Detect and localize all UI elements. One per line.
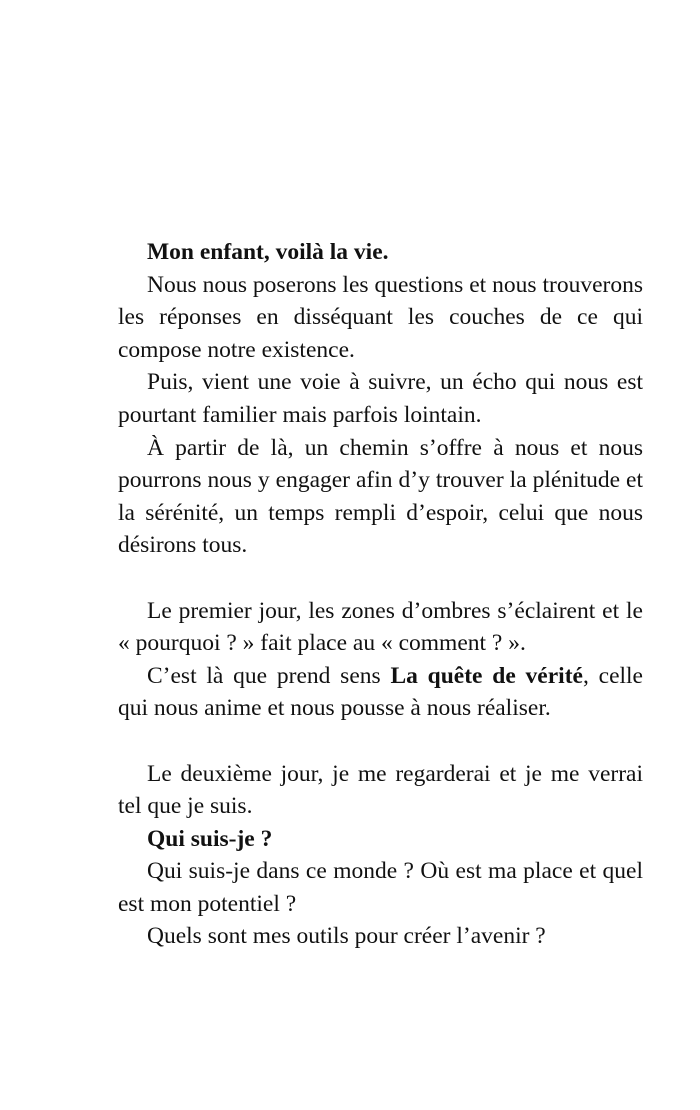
paragraph-tools-future: Quels sont mes outils pour créer l’avenir ? (147, 923, 546, 950)
paragraph-fulfillment: À partir de là, un chemin s’offre à nous et nous pourrons nous y engager afin d’y trouver la plénitude et la sérénité, un temps rempli d’espoir, celui que nous désirons tous. (118, 434, 643, 559)
paragraph-place-potential: Qui suis-je dans ce monde ? Où est ma place et quel est mon potentiel ? (118, 858, 643, 917)
page-body-text (118, 236, 643, 953)
paragraph-quest (118, 660, 643, 725)
paragraph-second-day: Le deuxième jour, je me regarderai et je me verrai tel que je suis. (118, 760, 643, 820)
quest-title: La quête de vérité (390, 662, 583, 689)
quest-text-after: , celle qui nous anime et nous pousse à nous réaliser. (118, 662, 643, 722)
paragraph-path: Puis, vient une voie à suivre, un écho qui nous est pourtant familier mais parfois lointain. (118, 369, 643, 428)
paragraph-questions: Nous nous poserons les questions et nous trouverons les réponses en disséquant les couches de ce qui compose notre existence. (118, 271, 643, 363)
quest-text-before: C’est là que prend sens (147, 662, 391, 689)
paragraph-first-day: Le premier jour, les zones d’ombres s’éclairent et le « pourquoi ? » fait place au « comment ? ». (118, 597, 643, 657)
paragraph-heading-life: Mon enfant, voilà la vie. (147, 239, 389, 265)
paragraph-who-am-i-heading: Qui suis-je ? (147, 825, 273, 852)
